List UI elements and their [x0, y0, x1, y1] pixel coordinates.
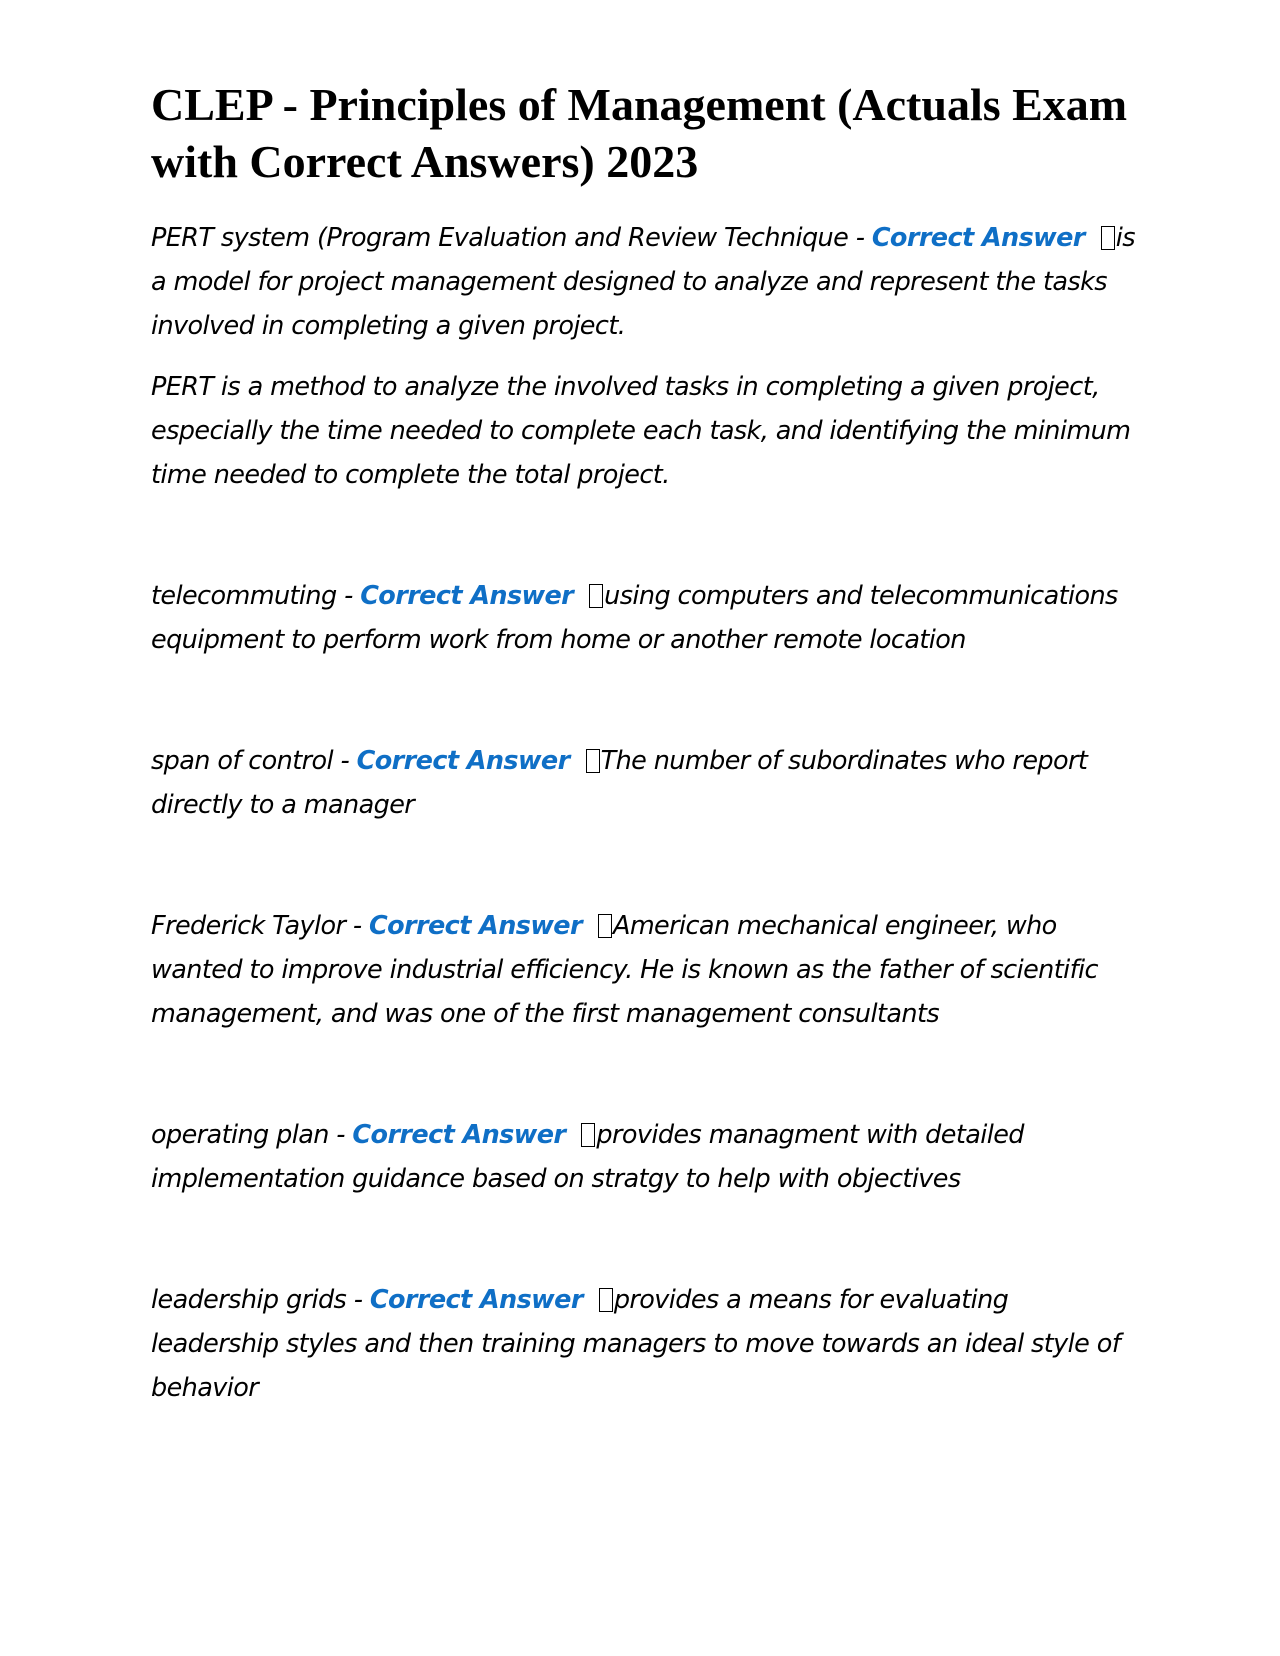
- entry-separator: -: [848, 223, 872, 253]
- correct-answer-label: Correct Answer: [352, 1120, 566, 1150]
- correct-answer-label: Correct Answer: [369, 911, 582, 941]
- missing-glyph-icon: [581, 1123, 595, 1147]
- entry-term: span of control: [151, 746, 334, 776]
- entry-separator: -: [336, 581, 361, 611]
- entry-extra-paragraph: PERT is a method to analyze the involved tasks in completing a given project, especially the time needed to complete each task, and identifying the minimum time needed to complete the total project.: [151, 372, 1131, 490]
- missing-glyph-icon: [599, 1288, 613, 1312]
- entry-term: telecommuting: [151, 581, 337, 611]
- entry-term: PERT system (Program Evaluation and Review Technique: [151, 223, 849, 253]
- entry-separator: -: [346, 1285, 370, 1315]
- entry-definition: is a model for project management designed to analyze and represent the tasks involved in completing a given project.: [151, 223, 1135, 341]
- entry-definition: provides a means for evaluating leadership styles and then training managers to move towards an ideal style of behavior: [151, 1285, 1121, 1403]
- entry-definition: American mechanical engineer, who wanted to improve industrial efficiency. He is known as the father of scientific management, and was one of the first management consultants: [151, 911, 1098, 1029]
- correct-answer-label: Correct Answer: [360, 581, 574, 611]
- qa-entry: [151, 574, 1141, 662]
- missing-glyph-icon: [589, 584, 603, 608]
- entry-term: operating plan: [151, 1120, 329, 1150]
- entry-definition: The number of subordinates who report directly to a manager: [151, 746, 1088, 820]
- missing-glyph-icon: [598, 914, 612, 938]
- correct-answer-label: Correct Answer: [356, 746, 570, 776]
- entry-definition: using computers and telecommunications equipment to perform work from home or another remote location: [151, 581, 1118, 655]
- missing-glyph-icon: [1101, 226, 1115, 250]
- qa-entry: [151, 1278, 1141, 1410]
- document-title: CLEP - Principles of Management (Actuals Exam with Correct Answers) 2023: [151, 79, 1128, 187]
- entry-term: Frederick Taylor: [151, 911, 346, 941]
- document-content: [151, 76, 1141, 1410]
- entry-separator: -: [345, 911, 369, 941]
- qa-entry: [151, 1113, 1141, 1201]
- qa-entry: [151, 904, 1141, 1036]
- entry-term: leadership grids: [151, 1285, 347, 1315]
- entry-separator: -: [333, 746, 357, 776]
- correct-answer-label: Correct Answer: [369, 1285, 583, 1315]
- entry-separator: -: [328, 1120, 353, 1150]
- qa-entry: [151, 216, 1141, 348]
- missing-glyph-icon: [586, 749, 600, 773]
- entry-definition: provides managment with detailed implementation guidance based on stratgy to help with objectives: [151, 1120, 1024, 1194]
- qa-entry: [151, 739, 1141, 827]
- correct-answer-label: Correct Answer: [871, 223, 1085, 253]
